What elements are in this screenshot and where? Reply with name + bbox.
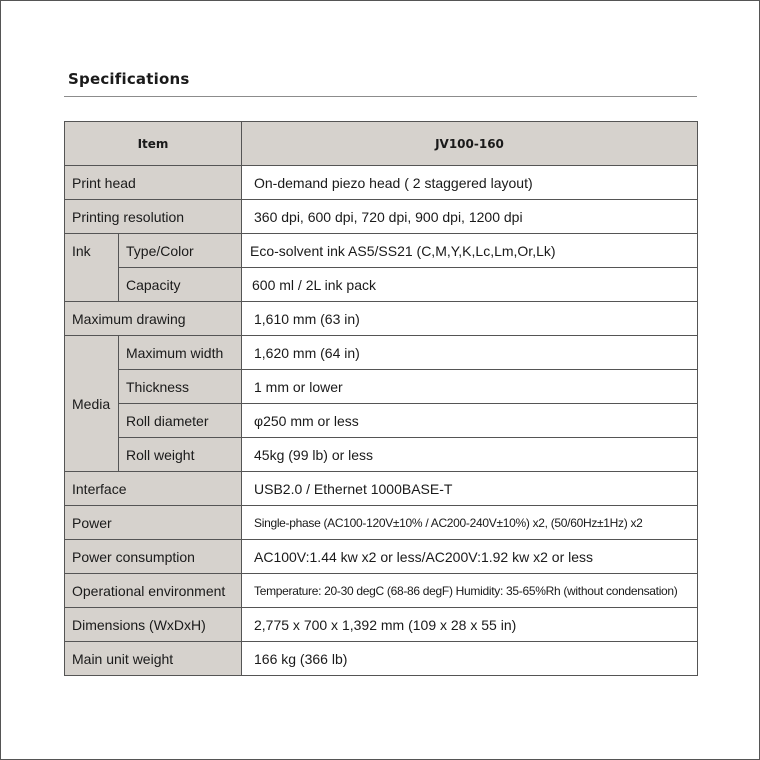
table-row xyxy=(65,472,698,506)
row-value: 45kg (99 lb) or less xyxy=(242,438,698,472)
row-value: 2,775 x 700 x 1,392 mm (109 x 28 x 55 in) xyxy=(242,608,698,642)
row-label: Maximum drawing xyxy=(65,302,242,336)
table-row xyxy=(65,574,698,608)
row-label: Printing resolution xyxy=(65,200,242,234)
row-value: Eco-solvent ink AS5/SS21 (C,M,Y,K,Lc,Lm,Or,Lk) xyxy=(242,234,698,268)
table-row xyxy=(65,234,698,268)
row-label: Dimensions (WxDxH) xyxy=(65,608,242,642)
row-value: Single-phase (AC100-120V±10% / AC200-240V±10%) x2, (50/60Hz±1Hz) x2 xyxy=(242,506,698,540)
table-row xyxy=(65,302,698,336)
table-row xyxy=(65,608,698,642)
specifications-table xyxy=(64,121,698,676)
row-value: 166 kg (366 lb) xyxy=(242,642,698,676)
title-divider xyxy=(64,96,697,97)
table-row xyxy=(65,370,698,404)
row-label: Thickness xyxy=(119,370,242,404)
row-label: Maximum width xyxy=(119,336,242,370)
row-label: Roll weight xyxy=(119,438,242,472)
row-value: φ250 mm or less xyxy=(242,404,698,438)
row-value: 1 mm or lower xyxy=(242,370,698,404)
table-row xyxy=(65,404,698,438)
row-label: Roll diameter xyxy=(119,404,242,438)
row-value: On-demand piezo head ( 2 staggered layout) xyxy=(242,166,698,200)
row-value: 600 ml / 2L ink pack xyxy=(242,268,698,302)
row-label: Power xyxy=(65,506,242,540)
row-label: Operational environment xyxy=(65,574,242,608)
table-row xyxy=(65,336,698,370)
row-value: AC100V:1.44 kw x2 or less/AC200V:1.92 kw x2 or less xyxy=(242,540,698,574)
table-row xyxy=(65,268,698,302)
row-value: 1,620 mm (64 in) xyxy=(242,336,698,370)
row-label: Interface xyxy=(65,472,242,506)
table-row xyxy=(65,506,698,540)
row-label: Main unit weight xyxy=(65,642,242,676)
row-label: Print head xyxy=(65,166,242,200)
row-label: Capacity xyxy=(119,268,242,302)
page-title: Specifications xyxy=(68,70,190,88)
table-header-row xyxy=(65,122,698,166)
table-row xyxy=(65,438,698,472)
row-label: Power consumption xyxy=(65,540,242,574)
group-label-ink: Ink xyxy=(65,234,119,302)
header-item: Item xyxy=(65,122,242,166)
table-row xyxy=(65,540,698,574)
group-label-media: Media xyxy=(65,336,119,472)
header-model: JV100-160 xyxy=(242,122,698,166)
row-value: Temperature: 20-30 degC (68-86 degF) Humidity: 35-65%Rh (without condensation) xyxy=(242,574,698,608)
table-row xyxy=(65,200,698,234)
row-label: Type/Color xyxy=(119,234,242,268)
row-value: USB2.0 / Ethernet 1000BASE-T xyxy=(242,472,698,506)
row-value: 1,610 mm (63 in) xyxy=(242,302,698,336)
row-value: 360 dpi, 600 dpi, 720 dpi, 900 dpi, 1200 dpi xyxy=(242,200,698,234)
table-row xyxy=(65,166,698,200)
table-row xyxy=(65,642,698,676)
